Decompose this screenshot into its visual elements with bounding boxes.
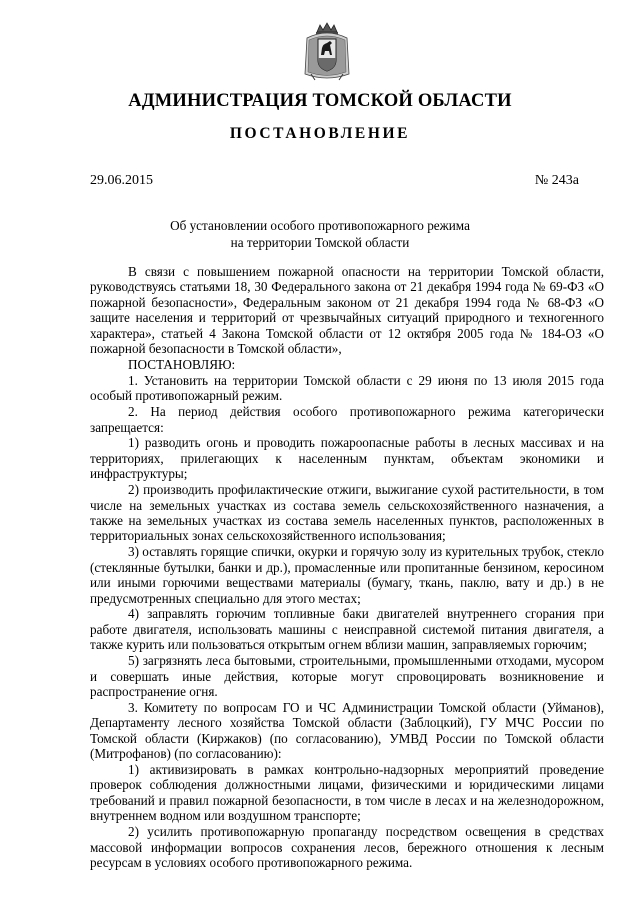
preamble-paragraph: В связи с повышением пожарной опасности на территории Томской области, руководствуясь статьями 18, 30 Федерального закона от 21 декабря 1994 года № 69-ФЗ «О пожарной безопасности», Федеральным законом от 21 декабря 1994 года № 68-ФЗ «О защите населения и территорий от чрезвычайных ситуаций природного и техногенного характера», статьей 4 Закона Томской области от 12 октября 2005 года № 184-ОЗ «О пожарной безопасности в Томской области», <box>90 264 604 357</box>
document-body <box>90 264 604 871</box>
document-date: 29.06.2015 <box>90 173 153 188</box>
clause-3-item-1: 1) активизировать в рамках контрольно-надзорных мероприятий проведение проверок соблюдения должностными лицами, физическими и юридическими лицами требований и правил пожарной безопасности, в том числе в лесах и на железнодорожном, внутреннем водном или воздушном транспорте; <box>90 762 604 824</box>
clause-1: 1. Установить на территории Томской области с 29 июня по 13 июля 2015 года особый противопожарный режим. <box>90 372 604 404</box>
document-number: № 243а <box>534 173 579 188</box>
clause-2-item-2: 2) производить профилактические отжиги, выжигание сухой растительности, в том числе на земельных участках из состава земель сельскохозяйственного назначения, а также на земельных участках из состава земель населенных пунктов, расположенных в территориальных зонах сельскохозяйственного использования; <box>90 482 604 544</box>
document-subject <box>0 218 640 251</box>
coat-of-arms-icon <box>303 22 351 84</box>
document-type-title: ПОСТАНОВЛЕНИЕ <box>229 125 411 142</box>
organization-title: АДМИНИСТРАЦИЯ ТОМСКОЙ ОБЛАСТИ <box>128 91 512 111</box>
clause-2-item-3: 3) оставлять горящие спички, окурки и горячую золу из курительных трубок, стекло (стеклянные бутылки, банки и др.), промасленные или пропитанные бензином, керосином или иными горючими веществами материалы (бумагу, ткань, паклю, вату и др.) в не предусмотренных специально для этого местах; <box>90 544 604 606</box>
resolve-heading: ПОСТАНОВЛЯЮ: <box>128 356 236 372</box>
clause-3: 3. Комитету по вопросам ГО и ЧС Администрации Томской области (Уйманов), Департаменту лесного хозяйства Томской области (Заблоцкий), ГУ МЧС России по Томской области (Киржаков) (по согласованию), УМВД России по Томской области (Митрофанов) (по согласованию): <box>90 699 604 762</box>
clause-2: 2. На период действия особого противопожарного режима категорически запрещается: <box>90 404 604 435</box>
clause-2-item-4: 4) заправлять горючим топливные баки двигателей внутреннего сгорания при работе двигателя, использовать машины с неисправной системой питания двигателя, а также курить или пользоваться открытым огнем вблизи машин, заправляемых горючим; <box>90 606 604 653</box>
clause-3-item-2: 2) усилить противопожарную пропаганду посредством освещения в средствах массовой информации вопросов сохранения лесов, бережного отношения к лесным ресурсам в условиях особого противопожарного режима. <box>90 824 604 870</box>
clause-2-item-5: 5) загрязнять леса бытовыми, строительными, промышленными отходами, мусором и совершать иные действия, которые могут спровоцировать возникновение и распространение огня. <box>90 653 604 699</box>
clause-2-item-1: 1) разводить огонь и проводить пожароопасные работы в лесных массивах и на территориях, прилегающих к населенным пунктам, объектам экономики и инфраструктуры; <box>90 435 604 482</box>
subject-line: Об установлении особого противопожарного режима <box>170 218 470 233</box>
subject-line: на территории Томской области <box>230 234 410 250</box>
